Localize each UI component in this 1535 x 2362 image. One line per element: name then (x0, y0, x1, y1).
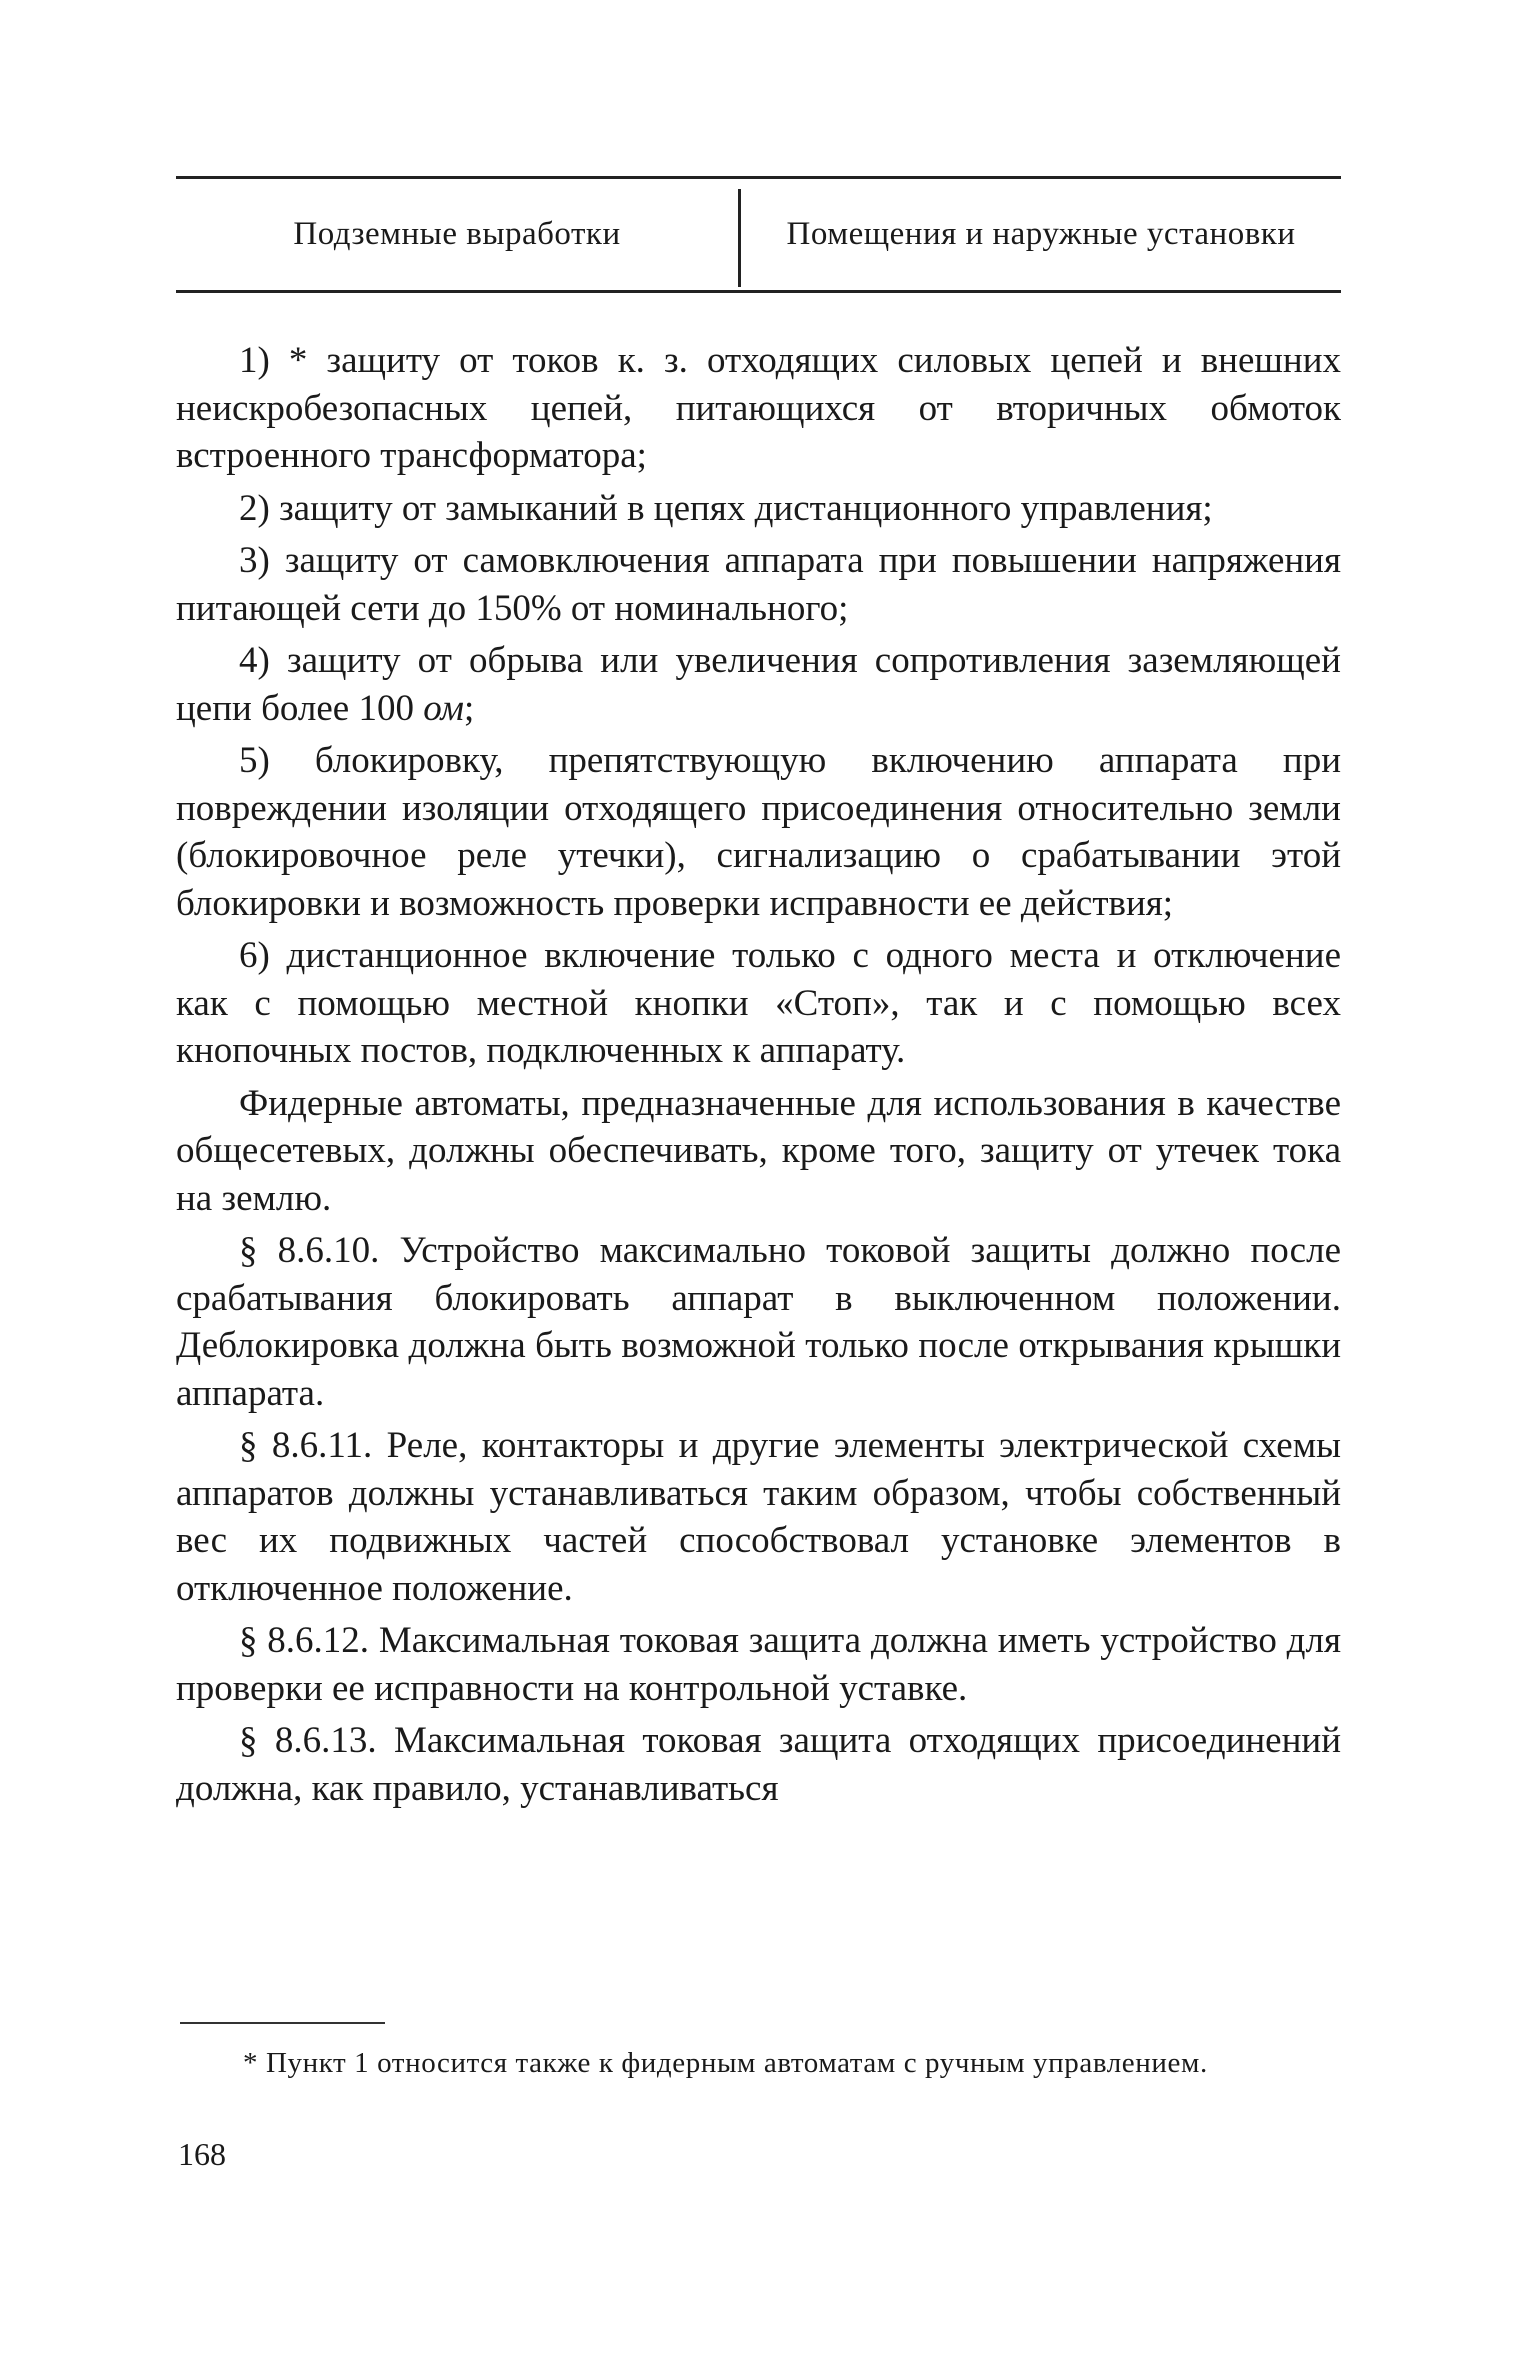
list-item-5: 5) блокировку, препятствующую включению аппарата при повреждении изоляции отходящего присоединения относительно земли (блокировочное реле утечки), сигнализацию о срабатывании этой блокировки и возможность проверки исправности ее действия; (176, 740, 1341, 924)
section-8-6-13: § 8.6.13. Максимальная токовая защита отходящих присоединений должна, как правило, устанавливаться (176, 1720, 1341, 1809)
body-text (176, 337, 1341, 1817)
unit-ohm: ом (423, 687, 464, 729)
section-8-6-11: § 8.6.11. Реле, контакторы и другие элементы электрической схемы аппаратов должны устанавливаться таким образом, чтобы собственный вес их подвижных частей способствовал установке элементов в отключенное положение. (176, 1425, 1341, 1609)
feeder-paragraph: Фидерные автоматы, предназначенные для использования в качестве общесетевых, должны обеспечивать, кроме того, защиту от утечек тока на землю. (176, 1082, 1341, 1219)
section-8-6-12: § 8.6.12. Максимальная токовая защита должна иметь устройство для проверки ее исправности на контрольной уставке. (176, 1620, 1341, 1709)
section-8-6-10: § 8.6.10. Устройство максимально токовой защиты должно после срабатывания блокировать аппарат в выключенном положении. Деблокировка должна быть возможной только после открывания крышки аппарата. (176, 1230, 1341, 1414)
footnote: * Пункт 1 относится также к фидерным автоматам с ручным управлением. (243, 2047, 1208, 2079)
header-underground-workings: Подземные выработки (293, 216, 621, 252)
list-item-4-end: ; (463, 687, 475, 729)
list-item-3: 3) защиту от самовключения аппарата при повышении напряжения питающей сети до 150% от номинального; (176, 540, 1341, 629)
header-premises-outdoor: Помещения и наружные установки (786, 216, 1296, 252)
footnote-rule (180, 2022, 385, 2024)
book-page (176, 0, 1341, 2362)
list-item-2: 2) защиту от замыканий в цепях дистанционного управления; (239, 487, 1213, 529)
list-item-4-text: 4) защиту от обрыва или увеличения сопротивления заземляющей цепи более 100 (176, 640, 1341, 729)
list-item-1: 1) * защиту от токов к. з. отходящих силовых цепей и внешних неискробезопасных цепей, питающихся от вторичных обмоток встроенного трансформатора; (176, 340, 1341, 476)
page-number: 168 (178, 2136, 226, 2172)
list-item-4 (176, 637, 1341, 732)
column-header-table (176, 176, 1341, 293)
list-item-6: 6) дистанционное включение только с одного места и отключение как с помощью местной кнопки «Стоп», так и с помощью всех кнопочных постов, подключенных к аппарату. (176, 935, 1341, 1071)
